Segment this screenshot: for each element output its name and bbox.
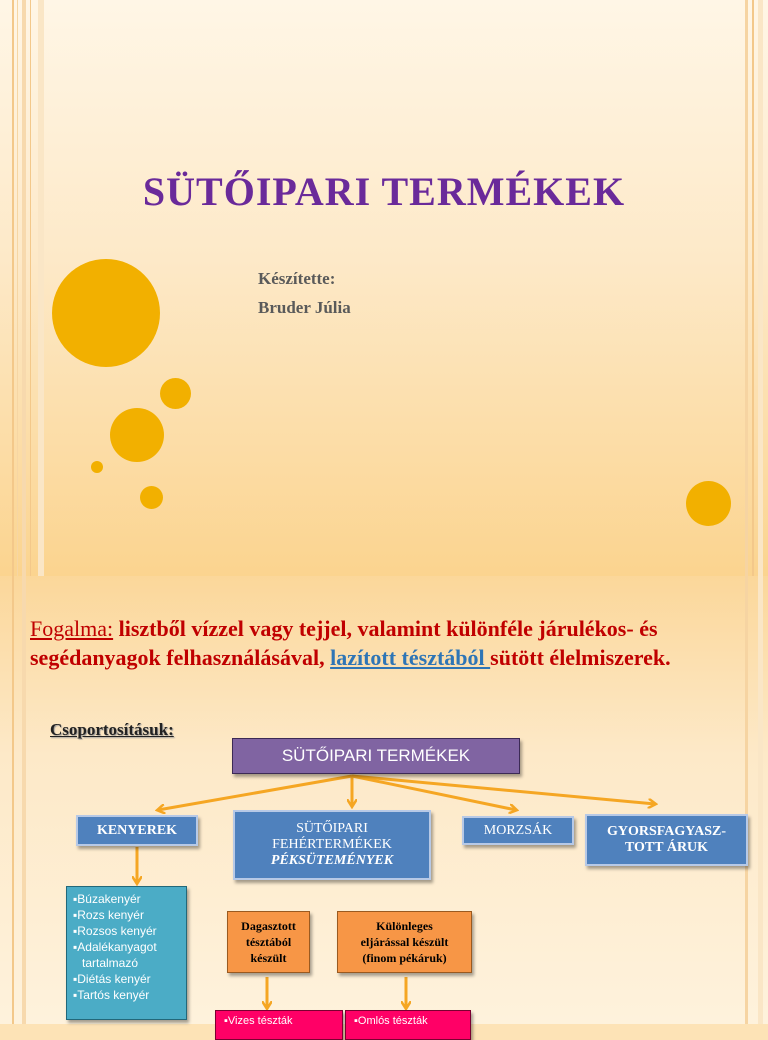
list-item: ▪Rozsos kenyér [73, 924, 157, 938]
list-item: ▪Tartós kenyér [73, 988, 150, 1002]
node-dagasztott-line: készült [250, 951, 287, 965]
slide-title: SÜTŐIPARI TERMÉKEK [142, 169, 626, 214]
node-kulonleges [337, 911, 472, 973]
node-omlos [345, 1010, 471, 1040]
list-item: ▪Diétás kenyér [73, 972, 151, 986]
node-dagasztott [227, 911, 310, 973]
node-kenyerek: KENYEREK [76, 815, 198, 846]
node-dagasztott-line: tésztából [245, 935, 292, 949]
root-node: SÜTŐIPARI TERMÉKEK [232, 738, 520, 774]
node-omlos-label: ▪Omlós tészták [354, 1015, 428, 1027]
node-feher [233, 810, 431, 880]
grouping-colon: : [168, 720, 174, 739]
node-kulonleges-line: Különleges [376, 919, 433, 933]
node-kulonleges-line: eljárással készült [360, 935, 449, 949]
list-item: ▪Adalékanyagot [73, 940, 157, 954]
list-item: tartalmazó [82, 956, 139, 970]
arrow [352, 776, 516, 810]
definition-text: lisztből vízzel vagy tejjel, valamint különféle járulékos- és segédanyagok felhasználásával, [30, 616, 658, 670]
author-name: Bruder Júlia [258, 298, 351, 317]
node-dagasztott-line: Dagasztott [241, 919, 296, 933]
node-feher-line2: FEHÉRTERMÉKEK [272, 837, 392, 852]
node-gyorsfagyasztott [585, 814, 748, 866]
made-by-label: Készítette: [258, 269, 336, 288]
list-item: ▪Rozs kenyér [73, 908, 144, 922]
node-feher-line3: PÉKSÜTEMÉNYEK [270, 853, 394, 868]
definition-text-end: sütött élelmiszerek. [490, 645, 671, 670]
node-vizes [215, 1010, 343, 1040]
definition-term: Fogalma: [30, 616, 114, 641]
grouping-label: Csoportosításuk [50, 720, 169, 739]
node-gyors-line1: GYORSFAGYASZ- [606, 824, 727, 839]
node-morzsak: MORZSÁK [462, 816, 574, 845]
node-vizes-label: ▪Vizes tészták [224, 1015, 293, 1027]
definition-link[interactable]: lazított tésztából [330, 645, 491, 670]
arrow [158, 776, 352, 810]
arrow [352, 776, 655, 804]
list-item: ▪Búzakenyér [73, 892, 141, 906]
bread-types-list [66, 886, 187, 1020]
node-feher-line1: SÜTŐIPARI [296, 821, 368, 836]
node-kulonleges-line: (finom pékáruk) [362, 951, 447, 965]
node-gyors-line2: TOTT ÁRUK [624, 840, 709, 855]
